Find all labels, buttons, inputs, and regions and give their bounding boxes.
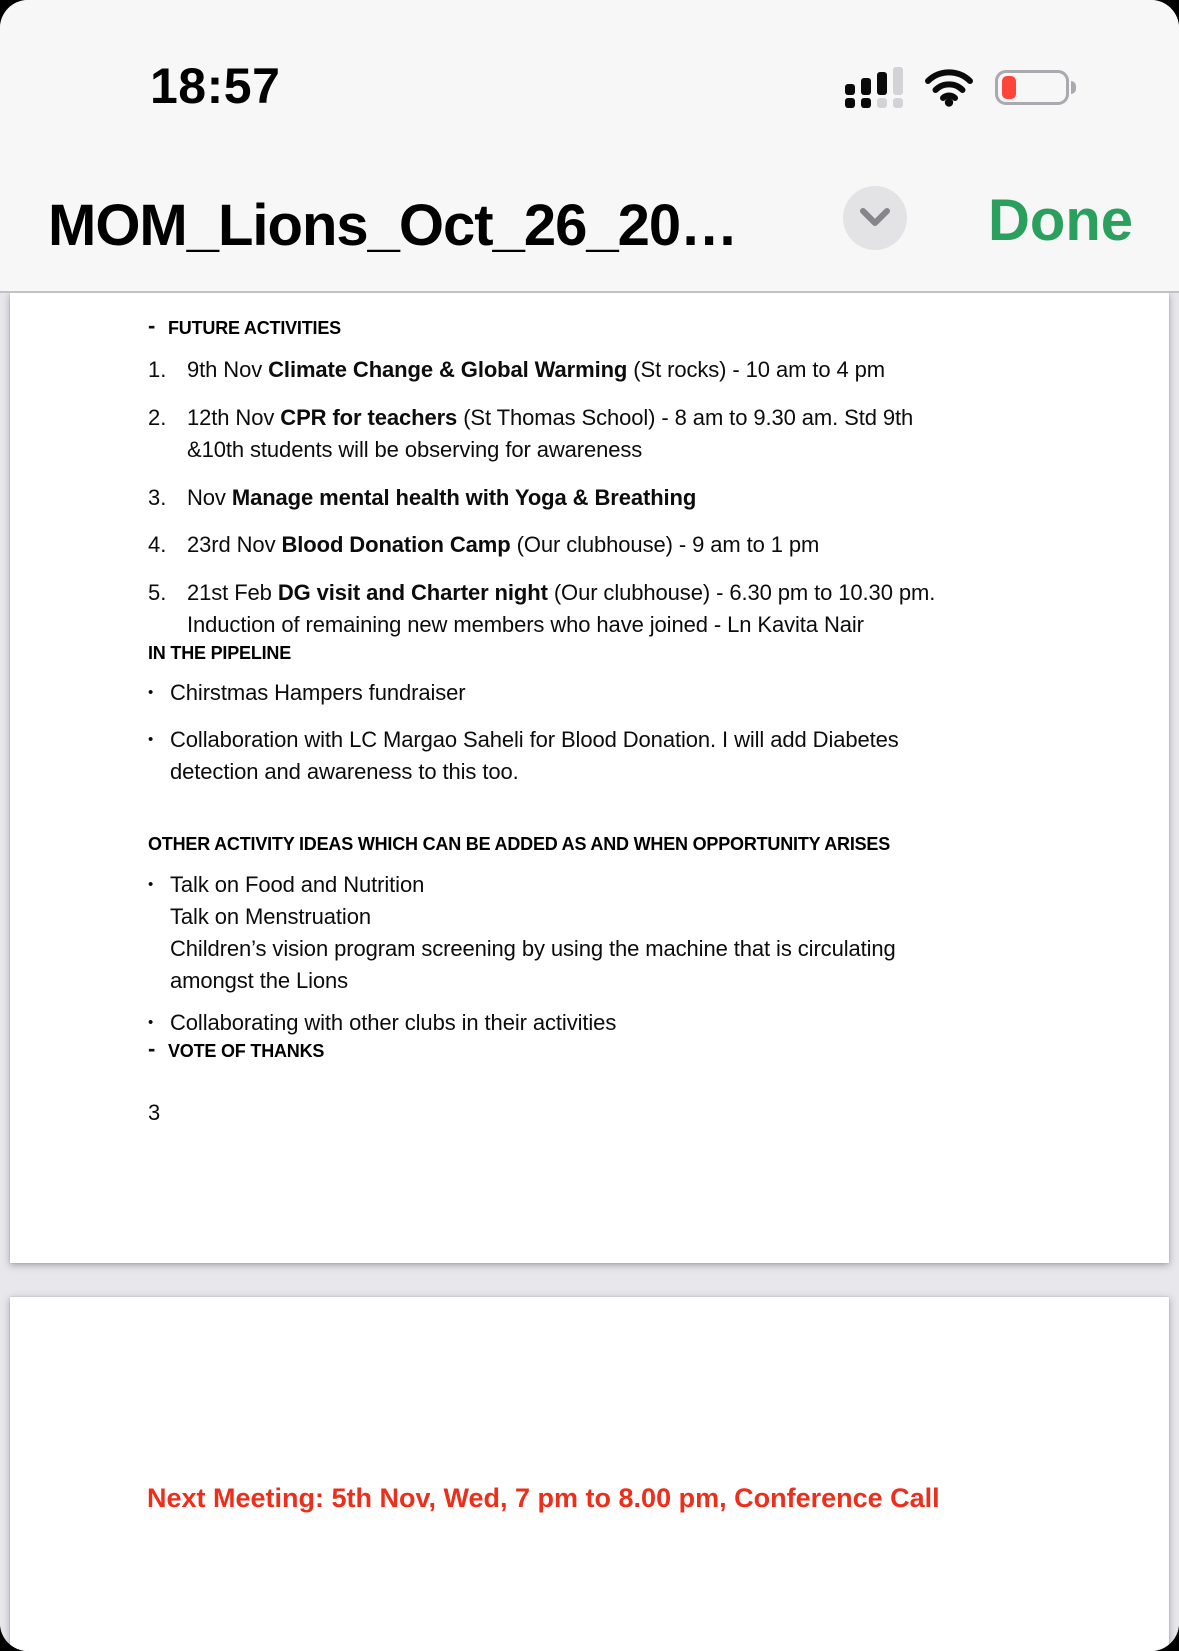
item-number: 2. <box>148 405 167 430</box>
bullet-item-talks: • Talk on Food and Nutrition Talk on Menstruation Children’s vision program screening by using the machine that is circulating amongst the Lions <box>148 869 896 997</box>
bullet-item-collaboration: • Collaboration with LC Margao Saheli for Blood Donation. I will add Diabetes detection and awareness to this too. <box>148 724 899 788</box>
item-text: 12th Nov CPR for teachers (St Thomas School) - 8 am to 9.30 am. Std 9th <box>187 405 914 430</box>
list-item-1 <box>148 354 885 386</box>
item-text: 21st Feb DG visit and Charter night (Our clubhouse) - 6.30 pm to 10.30 pm. <box>187 580 936 605</box>
status-icons <box>845 66 1076 108</box>
sim2-dot-2 <box>861 98 871 108</box>
dash-bullet: - <box>148 313 156 338</box>
document-scroll-area[interactable] <box>0 293 1179 1651</box>
title-dropdown-button[interactable] <box>843 186 907 250</box>
signal-bar-1 <box>845 84 855 95</box>
list-item-5 <box>148 577 935 641</box>
battery-low-icon <box>995 70 1076 105</box>
signal-bar-4-empty <box>893 67 903 95</box>
document-page-4 <box>10 1297 1169 1651</box>
header-bar <box>0 0 1179 293</box>
list-item-3 <box>148 482 696 514</box>
cellular-signal-icon <box>845 67 903 108</box>
battery-level-fill <box>1002 76 1016 99</box>
item-number: 5. <box>148 580 167 605</box>
list-item-4 <box>148 529 819 561</box>
bullet-item-collaborating-clubs: • Collaborating with other clubs in their activities <box>148 1007 616 1039</box>
battery-body <box>995 70 1069 105</box>
bullet-dot: • <box>148 876 154 893</box>
item-text: Nov Manage mental health with Yoga & Breathing <box>187 485 697 510</box>
document-page-3 <box>10 293 1169 1263</box>
item-number: 1. <box>148 357 167 382</box>
document-title: MOM_Lions_Oct_26_20… <box>48 193 738 258</box>
item-number: 4. <box>148 532 167 557</box>
section-heading-other-ideas: OTHER ACTIVITY IDEAS WHICH CAN BE ADDED AS AND WHEN OPPORTUNITY ARISES <box>148 834 891 854</box>
page-number: 3 <box>148 1100 161 1125</box>
next-meeting-note: Next Meeting: 5th Nov, Wed, 7 pm to 8.00 pm, Conference Call <box>147 1483 940 1513</box>
chevron-down-icon <box>859 208 891 228</box>
sim2-dot-4-empty <box>893 98 903 108</box>
bullet-dot: • <box>148 1014 154 1031</box>
item-text: 23rd Nov Blood Donation Camp (Our clubhouse) - 9 am to 1 pm <box>187 532 820 557</box>
bullet-dot: • <box>148 684 154 701</box>
section-heading-vote-of-thanks: - VOTE OF THANKS <box>148 1036 325 1061</box>
sim2-dot-3-empty <box>877 98 887 108</box>
item-text-line2: &10th students will be observing for awareness <box>187 437 643 462</box>
wifi-icon <box>923 67 975 107</box>
sim2-dot-1 <box>845 98 855 108</box>
item-text: 9th Nov Climate Change & Global Warming (St rocks) - 10 am to 4 pm <box>187 357 885 382</box>
bullet-dot: • <box>148 731 154 748</box>
signal-bar-3 <box>877 72 887 95</box>
bullet-item-christmas: • Chirstmas Hampers fundraiser <box>148 677 466 709</box>
done-button[interactable]: Done <box>988 188 1133 253</box>
battery-tip <box>1071 81 1076 94</box>
section-heading-in-the-pipeline: IN THE PIPELINE <box>148 643 292 663</box>
signal-bar-2 <box>861 78 871 95</box>
item-text-line2: Induction of remaining new members who have joined - Ln Kavita Nair <box>187 612 864 637</box>
status-time: 18:57 <box>150 58 281 114</box>
section-heading-future-activities: - FUTURE ACTIVITIES <box>148 313 341 338</box>
item-number: 3. <box>148 485 167 510</box>
dash-bullet: - <box>148 1036 156 1061</box>
list-item-2 <box>148 402 913 466</box>
